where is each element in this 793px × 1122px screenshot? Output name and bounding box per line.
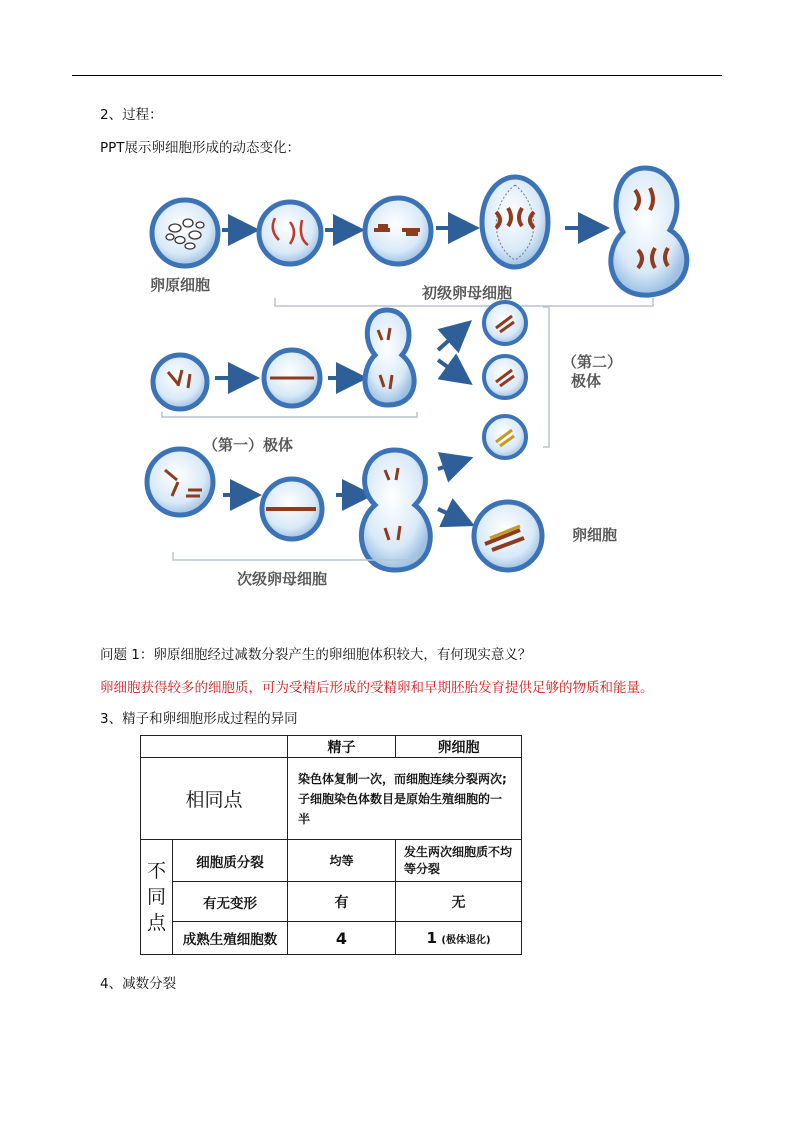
first-polar-dividing-cell [365,310,414,405]
section-3-title: 3、精子和卵细胞形成过程的异同 [100,711,298,727]
label-oogonium: 卵原细胞 [150,276,211,294]
label-primary-oocyte: 初级卵母细胞 [422,284,513,302]
table-row [141,840,522,882]
primary-oocyte-cell-3 [482,177,548,267]
row-sperm: 4 [288,922,396,955]
row-label: 有无变形 [173,882,288,922]
secondary-oocyte-dividing-cell [361,450,430,570]
label-secondary-oocyte: 次级卵母细胞 [237,570,328,588]
row-sperm: 均等 [288,840,396,882]
arrow [438,360,463,378]
row-sperm: 有 [288,882,396,922]
secondary-oocyte-cell-2 [262,479,322,539]
table-header-empty [141,736,288,758]
oogenesis-diagram [130,160,700,595]
comparison-table [140,735,522,955]
row-label: 细胞质分裂 [173,840,288,882]
first-polar-division-cell [264,350,320,406]
header-rule [72,75,722,76]
same-text: 染色体复制一次，而细胞连续分裂两次;子细胞染色体数目是原始生殖细胞的一半 [288,758,522,840]
oogonium-cell [152,200,218,266]
row-egg [396,922,522,955]
label-egg: 卵细胞 [572,526,618,544]
row-egg-note: (极体退化) [441,935,491,946]
label-first-polar: （第一）极体 [203,436,294,454]
second-polar-body-1 [484,302,526,344]
label-second-polar-2: 极体 [571,372,602,390]
col-sperm: 精子 [288,736,396,758]
row-egg: 无 [396,882,522,922]
answer-1: 卵细胞获得较多的细胞质，可为受精后形成的受精卵和早期胚胎发育提供足够的物质和能量。 [100,680,654,696]
secondary-oocyte-cell-1 [147,449,213,515]
first-polar-body-cell [153,355,207,409]
primary-oocyte-cell-2 [365,198,431,264]
bracket [543,307,549,447]
row-egg-value: 1 [426,929,437,947]
arrow [438,461,462,469]
egg-cell [474,502,542,570]
second-polar-body-2 [484,356,526,398]
table-row [141,758,522,840]
same-label: 相同点 [141,758,288,840]
table-header-row [141,736,522,758]
section-2-title: 2、过程： [100,107,163,123]
label-second-polar: （第二） [562,353,623,371]
ppt-line: PPT展示卵细胞形成的动态变化： [100,140,301,156]
diff-label [141,840,173,955]
second-polar-body-3 [484,416,526,458]
table-row [141,922,522,955]
section-4-title: 4、减数分裂 [100,976,177,992]
diff-label-char: 同 [146,886,166,908]
arrow [438,509,464,521]
diff-label-char: 点 [146,912,166,934]
primary-oocyte-cell-1 [259,202,321,264]
col-egg: 卵细胞 [396,736,522,758]
arrow [438,328,463,350]
primary-oocyte-cell-4 [611,168,687,295]
table-row [141,882,522,922]
row-label: 成熟生殖细胞数 [173,922,288,955]
row-egg: 发生两次细胞质不均等分裂 [396,840,522,882]
bracket [162,412,417,417]
question-1: 问题 1：卵原细胞经过减数分裂产生的卵细胞体积较大，有何现实意义？ [100,647,532,663]
diff-label-char: 不 [146,860,166,882]
